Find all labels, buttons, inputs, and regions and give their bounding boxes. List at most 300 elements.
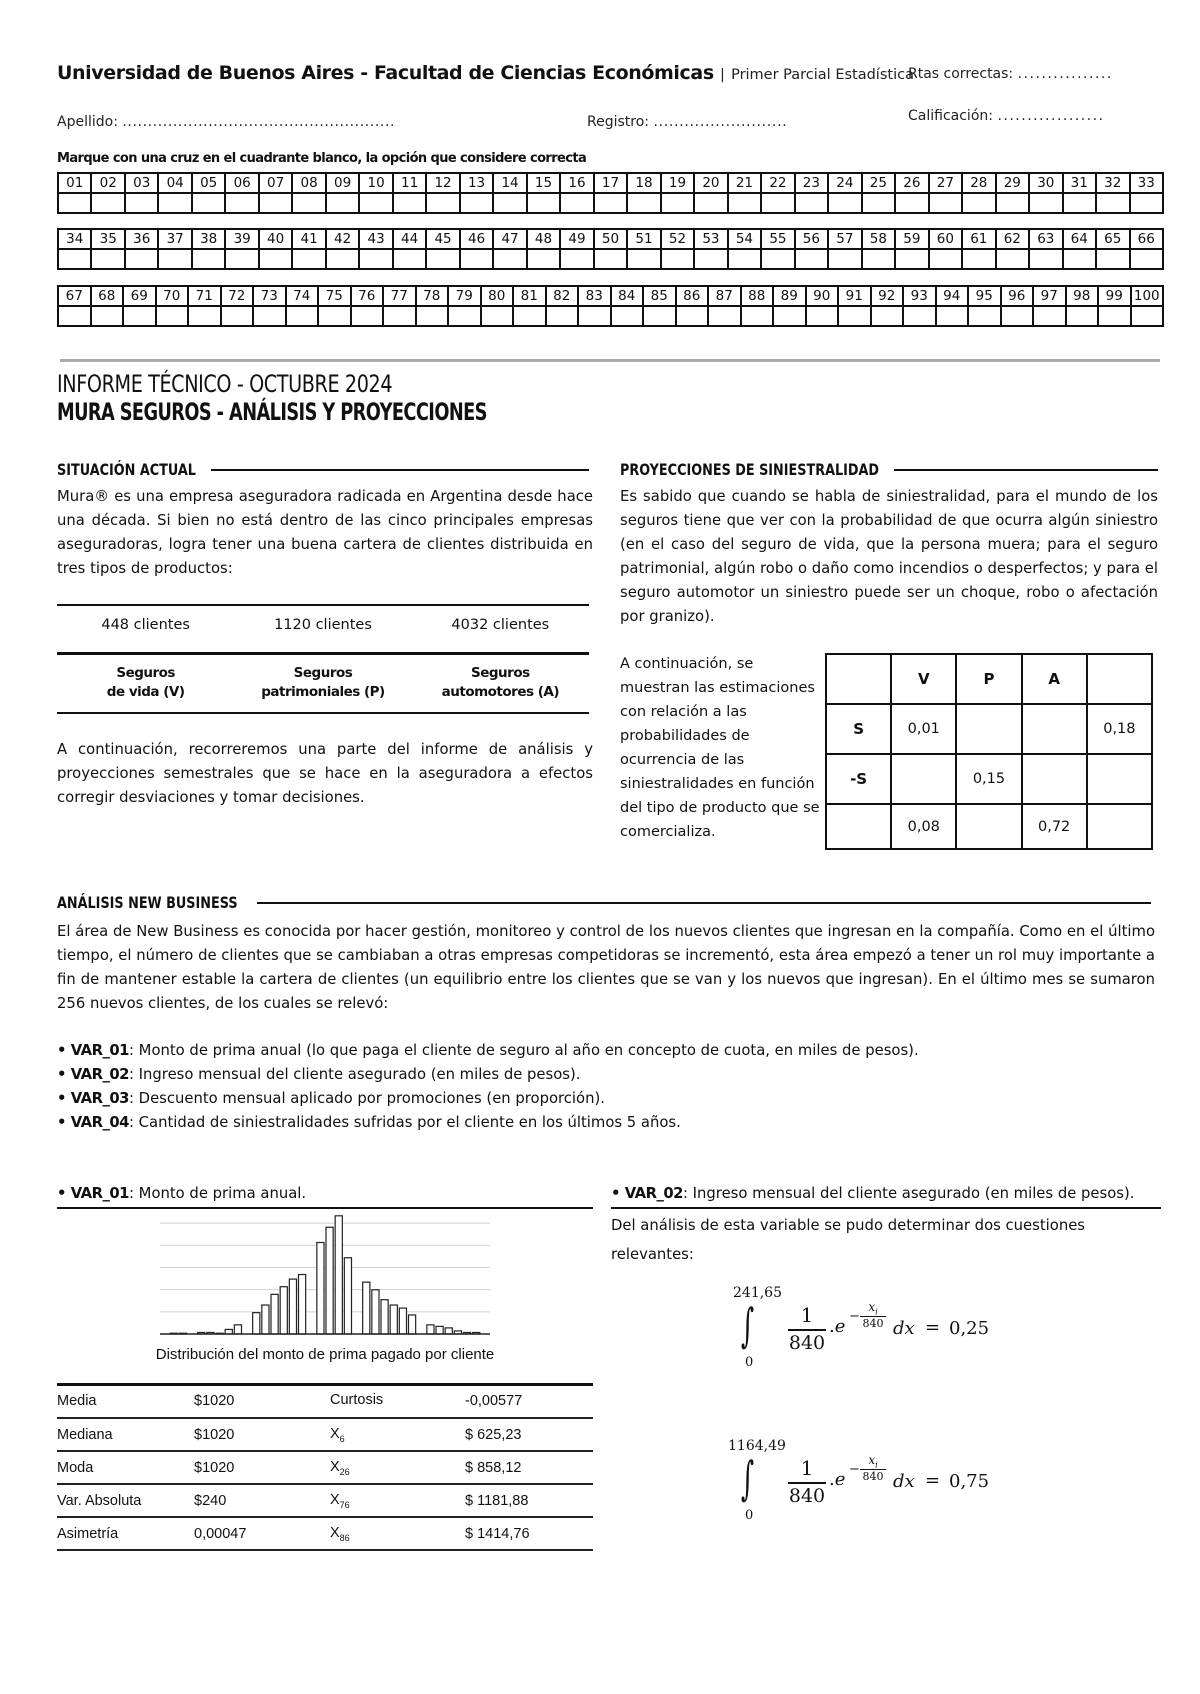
answer-box[interactable] (326, 249, 359, 269)
new-business-heading-label: ANÁLISIS NEW BUSINESS (57, 893, 238, 912)
question-number: 11 (393, 173, 426, 193)
answer-box[interactable] (929, 249, 962, 269)
upper-limit: 1164,49 (728, 1438, 786, 1454)
question-number: 91 (838, 286, 871, 306)
answer-box[interactable] (192, 249, 225, 269)
question-number: 65 (1096, 229, 1129, 249)
answer-box[interactable] (460, 249, 493, 269)
answer-box[interactable] (527, 249, 560, 269)
exponent-numerator: $x_i$ (868, 1453, 878, 1470)
question-number: 45 (426, 229, 459, 249)
stat-value: $ 625,23 (465, 1418, 593, 1451)
prob-row-total (826, 804, 1152, 849)
question-number: 23 (795, 173, 828, 193)
answer-box[interactable] (1131, 306, 1164, 326)
question-number: 43 (359, 229, 392, 249)
question-number: 07 (259, 173, 292, 193)
new-business-heading (57, 893, 1151, 912)
answer-box[interactable] (527, 193, 560, 213)
answer-box[interactable] (741, 306, 774, 326)
question-number: 77 (383, 286, 416, 306)
stat-label: Mediana (57, 1418, 194, 1451)
exponent-denominator: 840 (862, 1470, 884, 1483)
answer-box[interactable] (448, 306, 481, 326)
heading-line (257, 902, 1151, 904)
answer-box[interactable] (773, 306, 806, 326)
answer-box[interactable] (393, 193, 426, 213)
answer-box[interactable] (125, 249, 158, 269)
question-number: 81 (513, 286, 546, 306)
proyecciones-heading (620, 460, 1158, 479)
answer-box[interactable] (91, 306, 124, 326)
clients-bottom-rule (57, 712, 589, 714)
prob-header-a: A (1022, 654, 1087, 704)
answer-box[interactable] (828, 193, 861, 213)
answer-box[interactable] (1130, 249, 1164, 269)
question-number: 62 (996, 229, 1029, 249)
fraction-denominator: 840 (788, 1485, 826, 1507)
question-number: 24 (828, 173, 861, 193)
answer-box[interactable] (91, 249, 124, 269)
question-number: 96 (1001, 286, 1034, 306)
histogram-bar (253, 1313, 260, 1334)
answer-box[interactable] (676, 306, 709, 326)
stat-label: $X_6$ (330, 1418, 465, 1451)
histogram-bar (445, 1328, 452, 1334)
apellido-dots[interactable]: ...................................................... (122, 114, 396, 130)
fraction-bar (788, 1482, 826, 1484)
result: 0,25 (949, 1318, 990, 1339)
grid-answer-row (58, 193, 1163, 213)
answer-box[interactable] (481, 306, 514, 326)
rtas-dots[interactable]: ................ (1017, 66, 1113, 82)
answer-box[interactable] (158, 249, 191, 269)
stat-value: $ 858,12 (465, 1451, 593, 1484)
question-number: 97 (1033, 286, 1066, 306)
apellido-label: Apellido: (57, 114, 118, 130)
prob-row-not-s (826, 754, 1152, 804)
question-number: 47 (493, 229, 526, 249)
stat-label: $X_{76}$ (330, 1484, 465, 1517)
registro-dots[interactable]: .......................... (653, 114, 788, 130)
answer-box[interactable] (962, 249, 995, 269)
question-number: 82 (546, 286, 579, 306)
registro-label: Registro: (587, 114, 650, 130)
question-number: 67 (58, 286, 91, 306)
question-number: 51 (627, 229, 660, 249)
upper-limit: 241,65 (733, 1285, 782, 1301)
histogram-bar (372, 1290, 379, 1334)
question-number: 35 (91, 229, 124, 249)
probability-table (825, 653, 1153, 850)
stat-value: $1020 (194, 1451, 330, 1484)
histogram-bar (326, 1227, 333, 1334)
question-number: 86 (676, 286, 709, 306)
question-number: 12 (426, 173, 459, 193)
answer-box[interactable] (1033, 306, 1066, 326)
answer-box[interactable] (493, 193, 526, 213)
question-number: 74 (286, 286, 319, 306)
prob-header-p: P (956, 654, 1021, 704)
answer-box[interactable] (351, 306, 384, 326)
answer-box[interactable] (795, 193, 828, 213)
integral-equation-1 (733, 1285, 1073, 1375)
report-subtitle: MURA SEGUROS - ANÁLISIS Y PROYECCIONES (57, 398, 487, 426)
answer-box[interactable] (1063, 249, 1096, 269)
question-number: 41 (292, 229, 325, 249)
calificacion-dots[interactable]: .................. (997, 108, 1105, 124)
answer-box[interactable] (546, 306, 579, 326)
answer-box[interactable] (318, 306, 351, 326)
dx: dx (893, 1318, 915, 1339)
question-number: 26 (895, 173, 928, 193)
new-business-paragraph: El área de New Business es conocida por hacer gestión, monitoreo y control de los nuevos clientes que ingresan en la compañía. Como en el último tiempo, el número de clientes que se cambiaban a otras empresas competidoras se incrementó, esta área empezó a tener un rol muy importante a fin de mantener estable la cartera de clientes (un equilibrio entre los clientes que se van y los nuevos que ingresan). En el último mes se sumaron 256 nuevos clientes, de los cuales se relevó: (57, 923, 1155, 1012)
question-number: 72 (221, 286, 254, 306)
answer-box[interactable] (962, 193, 995, 213)
calificacion-label: Calificación: (908, 108, 993, 124)
product-vida: Seguros de vida (V) (106, 665, 185, 700)
answer-box[interactable] (158, 193, 191, 213)
prob-row-label: -S (826, 754, 891, 804)
answer-box[interactable] (359, 193, 392, 213)
grid-numbers-row (58, 229, 1163, 249)
question-number: 99 (1098, 286, 1131, 306)
answer-box[interactable] (1001, 306, 1034, 326)
question-number: 39 (225, 229, 258, 249)
question-number: 17 (594, 173, 627, 193)
clients-patrimoniales: 1120 clientes (274, 617, 372, 633)
question-number: 04 (158, 173, 191, 193)
histogram-bar (399, 1308, 406, 1334)
answer-box[interactable] (728, 193, 761, 213)
stat-label: Var. Absoluta (57, 1484, 194, 1517)
question-number: 93 (903, 286, 936, 306)
answer-box[interactable] (728, 249, 761, 269)
histogram-bar (427, 1325, 434, 1334)
question-number: 28 (962, 173, 995, 193)
calificacion-field (908, 108, 1105, 124)
answer-box[interactable] (968, 306, 1001, 326)
question-number: 73 (253, 286, 286, 306)
question-number: 40 (259, 229, 292, 249)
stat-value: $ 1414,76 (465, 1517, 593, 1550)
answer-box[interactable] (1098, 306, 1131, 326)
var02-paragraph: Del análisis de esta variable se pudo determinar dos cuestiones relevantes: (611, 1217, 1086, 1263)
answer-box[interactable] (578, 306, 611, 326)
answer-box[interactable] (225, 193, 258, 213)
stats-row (57, 1418, 593, 1451)
answer-box[interactable] (1063, 193, 1096, 213)
rtas-correctas (908, 66, 1113, 82)
histogram-grid (160, 1223, 490, 1312)
answer-box[interactable] (426, 193, 459, 213)
question-number: 14 (493, 173, 526, 193)
situacion-paragraph-2: A continuación, recorreremos una parte del informe de análisis y proyecciones semestrales que se hace en la aseguradora a efectos corregir desviaciones y tomar decisiones. (57, 741, 593, 806)
integral-sign: ∫ (741, 1298, 755, 1352)
answer-box[interactable] (862, 249, 895, 269)
prob-row-s (826, 704, 1152, 754)
answer-box[interactable] (560, 193, 593, 213)
question-number: 30 (1029, 173, 1062, 193)
equals: = (925, 1317, 941, 1338)
question-number: 34 (58, 229, 91, 249)
stat-value: $1020 (194, 1418, 330, 1451)
histogram-bar (280, 1287, 287, 1334)
question-number: 10 (359, 173, 392, 193)
prob-cell (1087, 804, 1152, 849)
prob-cell (1022, 704, 1087, 754)
answer-box[interactable] (828, 249, 861, 269)
answer-box[interactable] (1130, 193, 1164, 213)
lower-limit: 0 (745, 1508, 754, 1523)
answer-box[interactable] (895, 249, 928, 269)
fraction-bar (788, 1329, 826, 1331)
clients-vida: 448 clientes (101, 617, 190, 633)
stats-row (57, 1385, 593, 1418)
answer-box[interactable] (426, 249, 459, 269)
answer-box[interactable] (188, 306, 221, 326)
question-number: 76 (351, 286, 384, 306)
question-number: 02 (91, 173, 124, 193)
var02-heading: • VAR_02: Ingreso mensual del cliente asegurado (en miles de pesos). (611, 1182, 1161, 1209)
answer-box[interactable] (1066, 306, 1099, 326)
answer-box[interactable] (694, 249, 727, 269)
answer-box[interactable] (1096, 249, 1129, 269)
heading-line (894, 469, 1158, 471)
proyecciones-side-text: A continuación, se muestran las estimaciones con relación a las probabilidades de ocurrencia de las siniestralidades en función del tipo de producto que se comercializa. (620, 656, 820, 840)
question-number: 05 (192, 173, 225, 193)
exponent-minus: − (849, 1462, 860, 1477)
answer-box[interactable] (903, 306, 936, 326)
answer-box[interactable] (761, 249, 794, 269)
stat-label: $X_{86}$ (330, 1517, 465, 1550)
answer-box[interactable] (1096, 193, 1129, 213)
question-number: 79 (448, 286, 481, 306)
answer-box[interactable] (359, 249, 392, 269)
question-number: 80 (481, 286, 514, 306)
answer-box[interactable] (58, 306, 91, 326)
question-number: 70 (156, 286, 189, 306)
prob-cell (891, 754, 956, 804)
university-title (57, 62, 914, 84)
question-number: 75 (318, 286, 351, 306)
answer-box[interactable] (871, 306, 904, 326)
question-number: 85 (643, 286, 676, 306)
var-list (57, 1039, 1157, 1135)
integral-equation-2 (728, 1438, 1068, 1528)
answer-box[interactable] (292, 193, 325, 213)
question-number: 55 (761, 229, 794, 249)
question-number: 50 (594, 229, 627, 249)
question-number: 42 (326, 229, 359, 249)
question-number: 53 (694, 229, 727, 249)
answer-box[interactable] (708, 306, 741, 326)
answer-box[interactable] (936, 306, 969, 326)
question-number: 88 (741, 286, 774, 306)
fraction-denominator: 840 (788, 1332, 826, 1354)
stats-row (57, 1451, 593, 1484)
registro-field (587, 114, 787, 130)
answer-box[interactable] (627, 249, 660, 269)
question-number: 66 (1130, 229, 1164, 249)
answer-box[interactable] (996, 249, 1029, 269)
histogram-bar (390, 1305, 397, 1334)
question-number: 21 (728, 173, 761, 193)
question-number: 68 (91, 286, 124, 306)
exam-name: Primer Parcial Estadística (731, 67, 914, 83)
prob-row-label: S (826, 704, 891, 754)
stat-label: Curtosis (330, 1385, 465, 1418)
situacion-paragraph: Mura® es una empresa aseguradora radicada en Argentina desde hace una década. Si bien no está dentro de las cinco principales empresas aseguradoras, logra tener una buena cartera de clientes distribuida en tres tipos de productos: (57, 488, 593, 577)
histogram-bar (363, 1282, 370, 1334)
equals: = (925, 1470, 941, 1491)
separator-rule (60, 359, 1160, 362)
question-number: 54 (728, 229, 761, 249)
answer-box[interactable] (806, 306, 839, 326)
lower-limit: 0 (745, 1355, 754, 1370)
instruction: Marque con una cruz en el cuadrante blanco, la opción que considere correcta (57, 151, 587, 166)
stat-label: Moda (57, 1451, 194, 1484)
prob-row-label (826, 804, 891, 849)
answer-box[interactable] (192, 193, 225, 213)
question-number: 52 (661, 229, 694, 249)
question-number: 87 (708, 286, 741, 306)
answer-box[interactable] (286, 306, 319, 326)
answer-box[interactable] (513, 306, 546, 326)
answer-box[interactable] (259, 193, 292, 213)
answer-box[interactable] (594, 193, 627, 213)
answer-grid-3 (57, 285, 1164, 327)
grid-numbers-row (58, 173, 1163, 193)
question-number: 16 (560, 173, 593, 193)
exponent-denominator: 840 (862, 1317, 884, 1330)
answer-box[interactable] (416, 306, 449, 326)
answer-box[interactable] (326, 193, 359, 213)
var-item: • VAR_03: Descuento mensual aplicado por promociones (en proporción). (57, 1090, 605, 1107)
clients-mid-rule (57, 652, 589, 655)
question-number: 27 (929, 173, 962, 193)
question-number: 63 (1029, 229, 1062, 249)
answer-box[interactable] (643, 306, 676, 326)
header-separator: | (719, 67, 725, 83)
clients-top-rule (57, 604, 589, 606)
rtas-label: Rtas correctas: (908, 66, 1014, 82)
answer-box[interactable] (460, 193, 493, 213)
answer-box[interactable] (560, 249, 593, 269)
answer-box[interactable] (393, 249, 426, 269)
proyecciones-paragraph: Es sabido que cuando se habla de siniestralidad, para el mundo de los seguros tiene que ver con la probabilidad de que ocurra algún siniestro (en el caso del seguro de vida, que la persona muera; para el seguro patrimonial, algún robo o daño como incendios o desperfectos; y para el seguro automotor un siniestro puede ser un choque, robo o afectación por granizo). (620, 488, 1159, 625)
answer-box[interactable] (627, 193, 660, 213)
answer-box[interactable] (1029, 249, 1062, 269)
answer-box[interactable] (58, 249, 91, 269)
answer-box[interactable] (661, 249, 694, 269)
prob-cell (1087, 654, 1152, 704)
answer-box[interactable] (694, 193, 727, 213)
exponent-numerator: $x_i$ (868, 1300, 878, 1317)
histogram-bar (436, 1326, 443, 1334)
question-number: 18 (627, 173, 660, 193)
question-number: 37 (158, 229, 191, 249)
answer-box[interactable] (929, 193, 962, 213)
histogram-bar (299, 1275, 306, 1334)
answer-box[interactable] (895, 193, 928, 213)
answer-box[interactable] (996, 193, 1029, 213)
answer-grid-2 (57, 228, 1164, 270)
prob-cell: 0,01 (891, 704, 956, 754)
question-number: 78 (416, 286, 449, 306)
answer-box[interactable] (58, 193, 91, 213)
question-number: 15 (527, 173, 560, 193)
question-number: 09 (326, 173, 359, 193)
histogram-bar (409, 1315, 416, 1334)
answer-box[interactable] (838, 306, 871, 326)
question-number: 60 (929, 229, 962, 249)
question-number: 69 (123, 286, 156, 306)
stat-label: Asimetría (57, 1517, 194, 1550)
answer-box[interactable] (1029, 193, 1062, 213)
stats-table (57, 1385, 593, 1551)
histogram-bar (335, 1216, 342, 1334)
answer-box[interactable] (661, 193, 694, 213)
answer-box[interactable] (594, 249, 627, 269)
question-number: 95 (968, 286, 1001, 306)
prob-header-row (826, 654, 1152, 704)
question-number: 89 (773, 286, 806, 306)
answer-box[interactable] (862, 193, 895, 213)
fraction-numerator: 1 (800, 1303, 814, 1327)
answer-box[interactable] (761, 193, 794, 213)
apellido-field (57, 114, 395, 130)
question-number: 31 (1063, 173, 1096, 193)
prob-cell: 0,72 (1022, 804, 1087, 849)
prob-cell (956, 704, 1021, 754)
stats-row (57, 1484, 593, 1517)
question-number: 100 (1131, 286, 1164, 306)
answer-box[interactable] (259, 249, 292, 269)
histogram-bar (271, 1294, 278, 1334)
answer-box[interactable] (383, 306, 416, 326)
question-number: 33 (1130, 173, 1164, 193)
clients-automotores: 4032 clientes (451, 617, 550, 633)
heading-line (211, 469, 589, 471)
answer-box[interactable] (292, 249, 325, 269)
products-row (57, 664, 589, 702)
answer-box[interactable] (795, 249, 828, 269)
histogram-bar (381, 1300, 388, 1334)
dx: dx (893, 1471, 915, 1492)
stat-label: $X_{26}$ (330, 1451, 465, 1484)
report-title: INFORME TÉCNICO - OCTUBRE 2024 (57, 370, 393, 398)
question-number: 98 (1066, 286, 1099, 306)
answer-grid-1 (57, 172, 1164, 214)
stat-value: $1020 (194, 1385, 330, 1418)
answer-box[interactable] (611, 306, 644, 326)
answer-box[interactable] (253, 306, 286, 326)
answer-box[interactable] (123, 306, 156, 326)
fraction-numerator: 1 (800, 1456, 814, 1480)
question-number: 13 (460, 173, 493, 193)
question-number: 46 (460, 229, 493, 249)
answer-box[interactable] (221, 306, 254, 326)
answer-box[interactable] (493, 249, 526, 269)
answer-box[interactable] (125, 193, 158, 213)
answer-box[interactable] (91, 193, 124, 213)
answer-box[interactable] (225, 249, 258, 269)
integral-sign: ∫ (741, 1451, 755, 1505)
question-number: 38 (192, 229, 225, 249)
prob-cell: 0,15 (956, 754, 1021, 804)
answer-box[interactable] (156, 306, 189, 326)
